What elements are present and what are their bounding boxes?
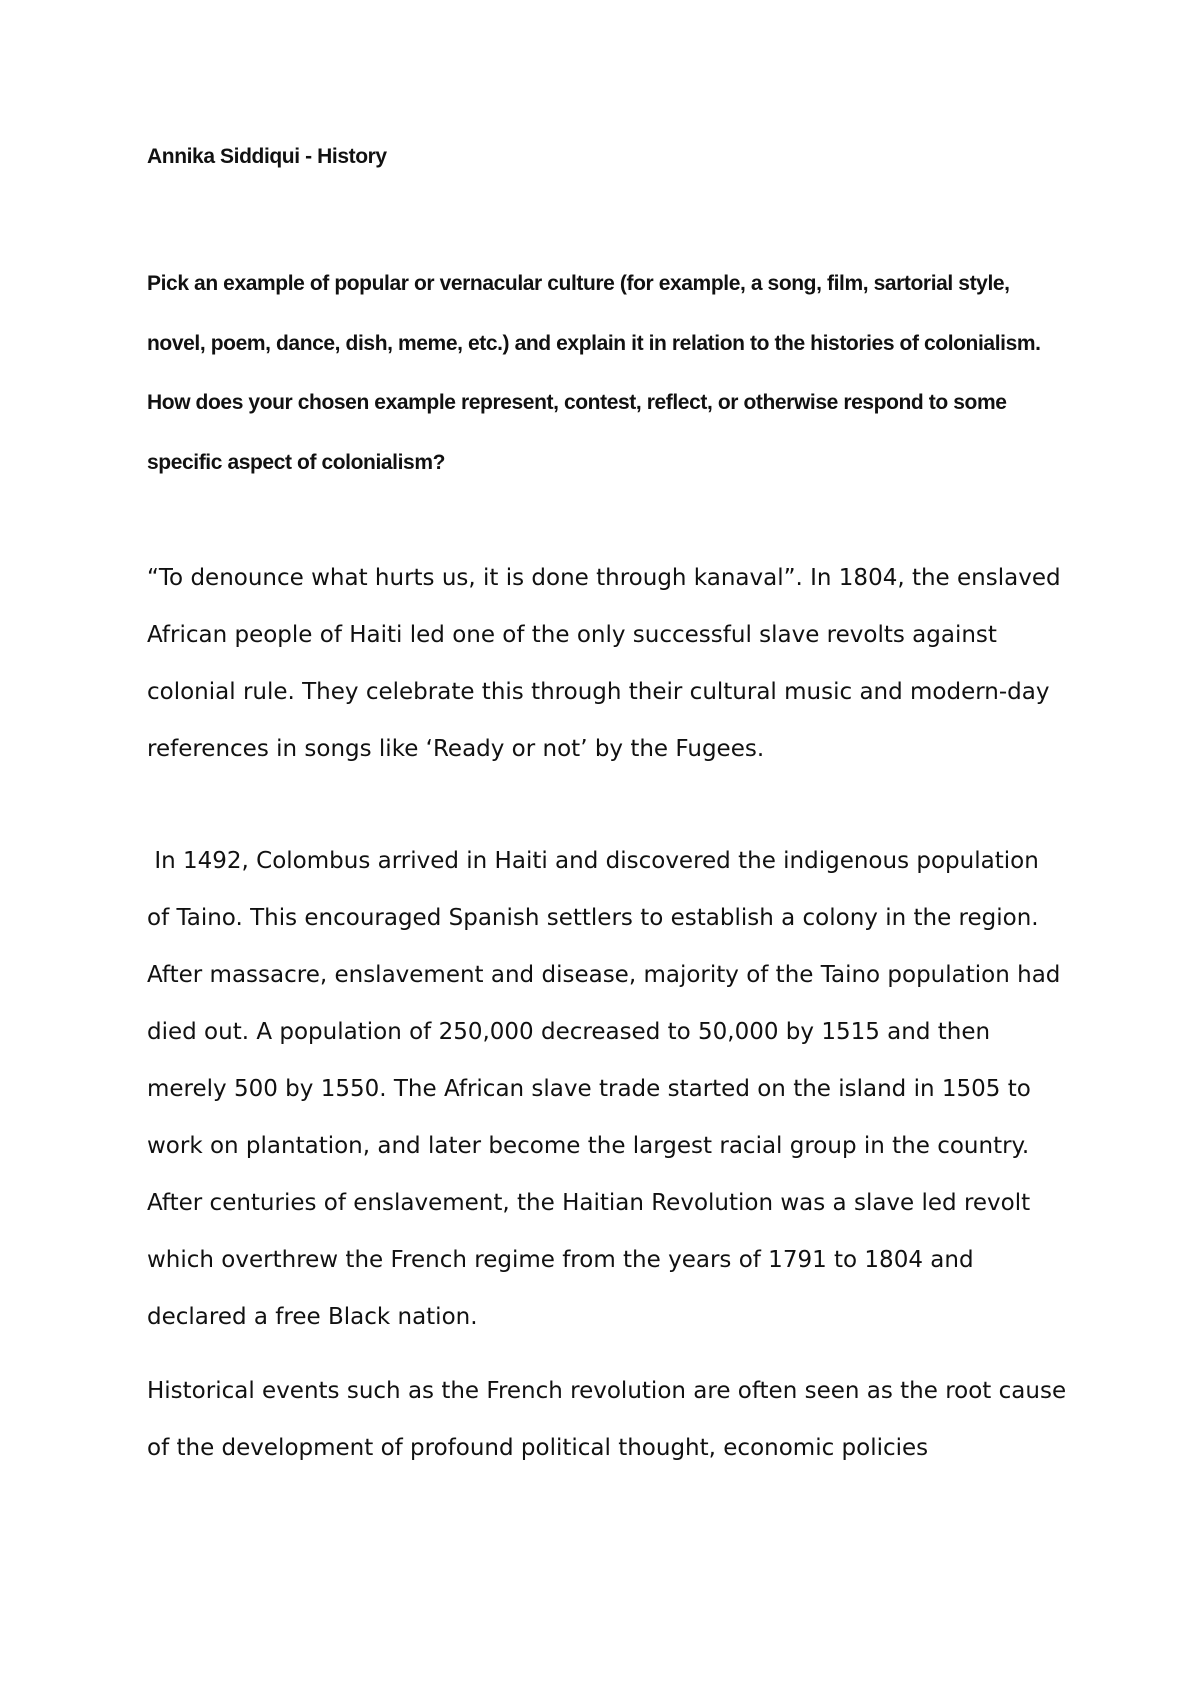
author-subject-header: Annika Siddiqui - History xyxy=(147,145,387,168)
paragraph-history: In 1492, Colombus arrived in Haiti and discovered the indigenous population of Taino. This encouraged Spanish settlers to establish a colony in the region. After massacre, enslavement and disease, majority of the Taino population had died out. A population of 250,000 decreased to 50,000 by 1515 and then merely 500 by 1550. The African slave trade started on the island in 1505 to work on plantation, and later become the largest racial group in the country. After centuries of enslavement, the Haitian Revolution was a slave led revolt which overthrew the French regime from the years of 1791 to 1804 and declared a free Black nation. xyxy=(147,848,1068,1330)
paragraph-revolution: Historical events such as the French revolution are often seen as the root cause of the development of profound political thought, economic policies xyxy=(147,1378,1067,1461)
essay-prompt: Pick an example of popular or vernacular culture (for example, a song, film, sartorial style, novel, poem, dance, dish, meme, etc.) and explain it in relation to the histories of colonialism. How does your chosen example represent, contest, reflect, or otherwise respond to some specific aspect of colonialism? xyxy=(147,272,1041,474)
paragraph-intro: “To denounce what hurts us, it is done through kanaval”. In 1804, the enslaved African people of Haiti led one of the only successful slave revolts against colonial rule. They celebrate this through their cultural music and modern-day references in songs like ‘Ready or not’ by the Fugees. xyxy=(147,565,1061,762)
document-body xyxy=(147,142,1067,1477)
